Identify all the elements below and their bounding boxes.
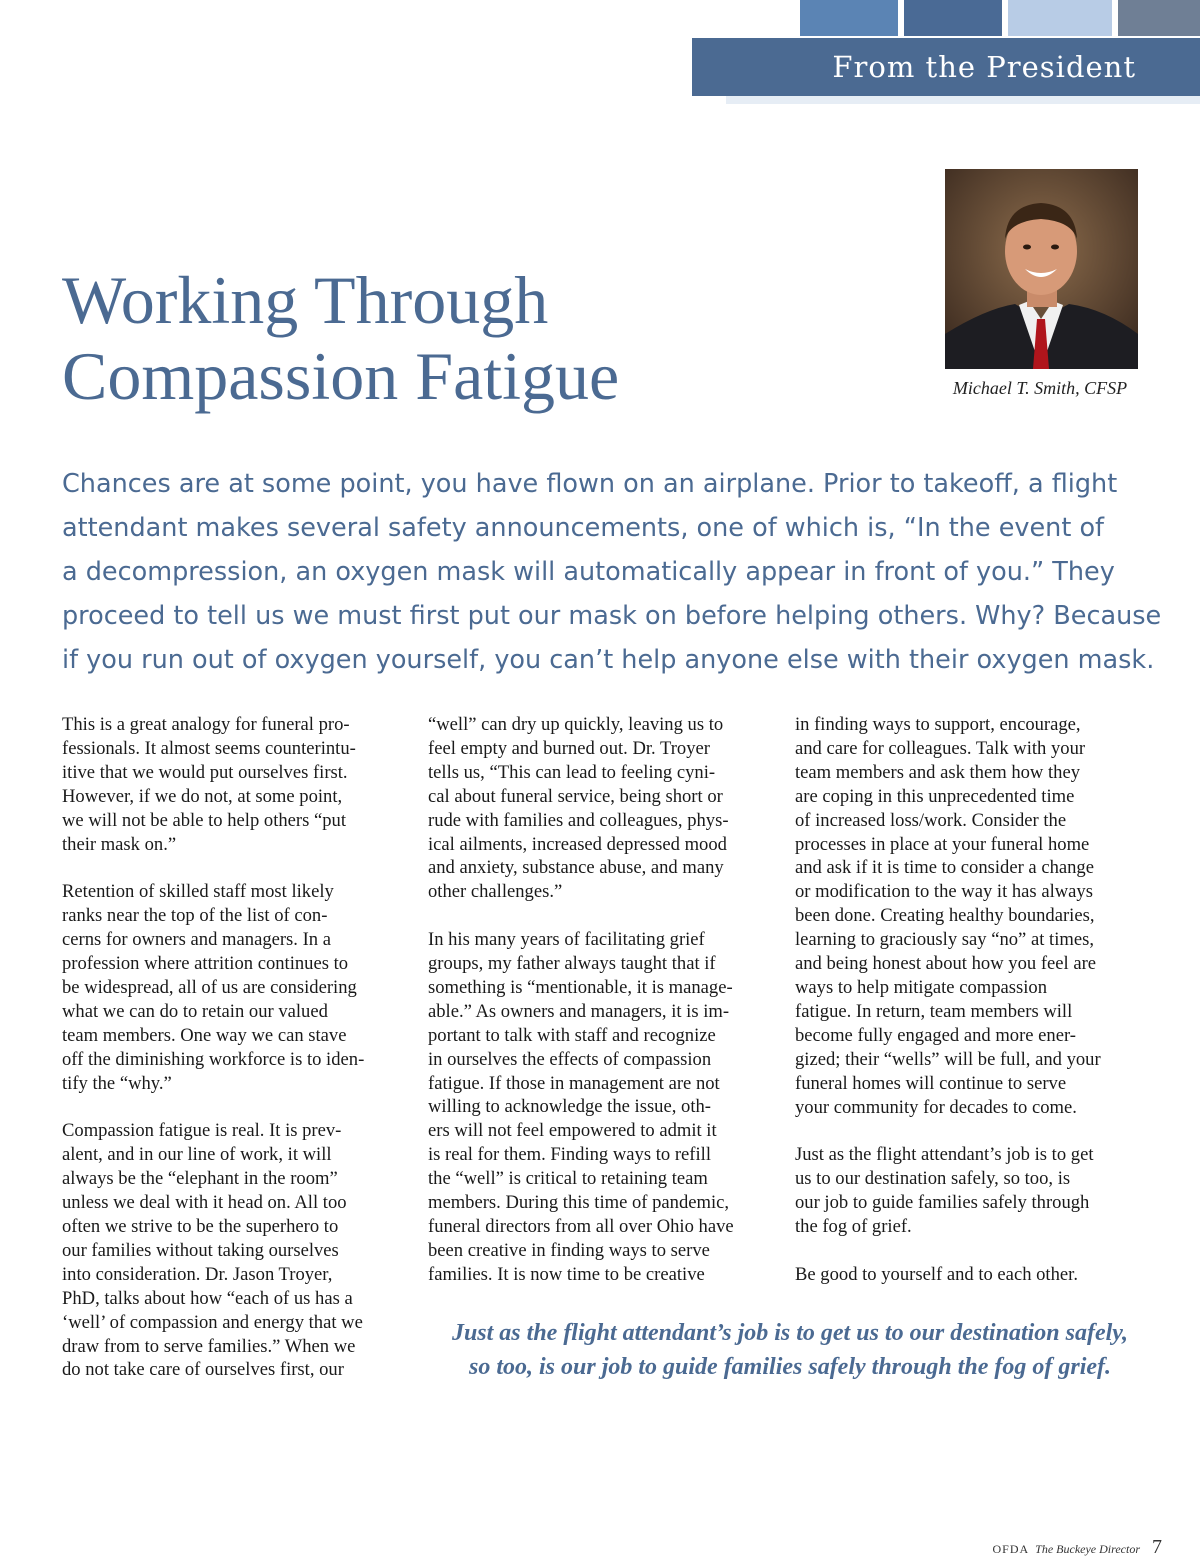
body-line: been done. Creating healthy boundaries, xyxy=(795,905,1095,927)
body-line: groups, my father always taught that if xyxy=(428,953,716,975)
header-tab-blue xyxy=(800,0,898,36)
body-line: rude with families and colleagues, phys- xyxy=(428,809,729,831)
lead-line: attendant makes several safety announcements, one of which is, “In the event of xyxy=(62,513,1105,543)
body-paragraph xyxy=(795,1263,1147,1287)
body-line: ways to help mitigate compassion xyxy=(795,976,1048,998)
author-caption: Michael T. Smith, CFSP xyxy=(952,378,1128,398)
body-line: team members. One way we can stave xyxy=(62,1024,347,1046)
body-line: and ask if it is time to consider a change xyxy=(795,857,1094,879)
body-line: or modification to the way it has always xyxy=(795,881,1093,903)
article-title xyxy=(62,262,882,414)
body-line: of increased loss/work. Consider the xyxy=(795,809,1067,831)
body-line: often we strive to be the superhero to xyxy=(62,1216,339,1237)
body-line: tells us, “This can lead to feeling cyni- xyxy=(428,761,716,783)
body-line: fessionals. It almost seems counterintu- xyxy=(62,737,356,759)
body-line: fatigue. If those in management are not xyxy=(428,1072,720,1094)
lead-line: if you run out of oxygen yourself, you can’t help anyone else with their oxygen mask. xyxy=(62,645,1155,675)
body-line: members. During this time of pandemic, xyxy=(428,1192,730,1214)
body-column-3 xyxy=(795,713,1147,1311)
lead-paragraph xyxy=(62,462,1162,682)
body-line: families. It is now time to be creative xyxy=(428,1263,705,1285)
body-line: alent, and in our line of work, it will xyxy=(62,1144,332,1166)
body-paragraph xyxy=(62,713,414,856)
body-line: able.” As owners and managers, it is im- xyxy=(428,1000,730,1022)
pull-quote-line-1: Just as the flight attendant’s job is to get us to our destination safely, xyxy=(451,1320,1129,1346)
body-paragraph xyxy=(428,928,780,1287)
title-line-1: Working Through xyxy=(62,262,549,338)
body-line: and being honest about how you feel are xyxy=(795,953,1097,975)
footer-publication: The Buckeye Director xyxy=(1035,1542,1140,1556)
body-line: become fully engaged and more ener- xyxy=(795,1024,1076,1046)
pull-quote-line-2: so too, is our job to guide families safely through the fog of grief. xyxy=(468,1354,1112,1380)
body-line: PhD, talks about how “each of us has a xyxy=(62,1287,353,1309)
body-line: profession where attrition continues to xyxy=(62,953,349,975)
body-line: fatigue. In return, team members will xyxy=(795,1000,1073,1022)
section-header xyxy=(692,38,1200,96)
body-line: our families without taking ourselves xyxy=(62,1239,339,1261)
body-line: been creative in finding ways to serve xyxy=(428,1239,710,1261)
body-line: other challenges.” xyxy=(428,881,563,903)
body-line: However, if we do not, at some point, xyxy=(62,785,343,807)
lead-line: Chances are at some point, you have flown on an airplane. Prior to takeoff, a flight xyxy=(62,469,1118,499)
body-line: something is “mentionable, it is manage- xyxy=(428,976,733,998)
body-line: unless we deal with it head on. All too xyxy=(62,1192,347,1214)
body-line: itive that we would put ourselves first. xyxy=(62,761,348,783)
body-line: the fog of grief. xyxy=(795,1216,912,1238)
body-line: the “well” is critical to retaining team xyxy=(428,1168,708,1190)
body-column-2 xyxy=(428,713,780,1311)
body-line: ranks near the top of the list of con- xyxy=(62,905,328,927)
body-line: This is a great analogy for funeral pro- xyxy=(62,714,350,735)
body-line: ical ailments, increased depressed mood xyxy=(428,833,727,855)
body-line: and anxiety, substance abuse, and many xyxy=(428,857,724,879)
body-line: draw from to serve families.” When we xyxy=(62,1335,356,1357)
lead-line: a decompression, an oxygen mask will automatically appear in front of you.” They xyxy=(62,557,1115,587)
body-line: Be good to yourself and to each other. xyxy=(795,1263,1078,1285)
body-line: your community for decades to come. xyxy=(795,1096,1077,1118)
body-line: tify the “why.” xyxy=(62,1072,172,1094)
body-line: Just as the flight attendant’s job is to get xyxy=(795,1144,1094,1166)
body-paragraph xyxy=(62,1119,414,1382)
page-number: 7 xyxy=(1152,1536,1162,1558)
body-line: be widespread, all of us are considering xyxy=(62,976,357,998)
footer-org: OFDA xyxy=(992,1542,1030,1556)
header-tab-gray xyxy=(1118,0,1200,36)
body-line: us to our destination safely, so too, is xyxy=(795,1168,1071,1190)
pull-quote xyxy=(420,1316,1160,1384)
author-portrait-icon xyxy=(945,169,1138,369)
body-line: feel empty and burned out. Dr. Troyer xyxy=(428,737,710,759)
body-line: is real for them. Finding ways to refill xyxy=(428,1144,711,1166)
body-line: ers will not feel empowered to admit it xyxy=(428,1120,717,1142)
section-label: From the President xyxy=(832,50,1136,84)
title-line-2: Compassion Fatigue xyxy=(62,338,620,414)
body-line: cerns for owners and managers. In a xyxy=(62,929,331,951)
body-line: “well” can dry up quickly, leaving us to xyxy=(428,714,724,735)
body-line: cal about funeral service, being short or xyxy=(428,785,723,807)
body-line: team members and ask them how they xyxy=(795,761,1081,783)
body-line: processes in place at your funeral home xyxy=(795,833,1090,855)
body-line: in ourselves the effects of compassion xyxy=(428,1048,712,1070)
body-line: are coping in this unprecedented time xyxy=(795,785,1075,807)
body-paragraph xyxy=(62,880,414,1095)
body-line: Compassion fatigue is real. It is prev- xyxy=(62,1120,342,1142)
header-shadow xyxy=(726,96,1200,104)
header-tab-light xyxy=(1008,0,1112,36)
body-line: do not take care of ourselves first, our xyxy=(62,1359,344,1381)
body-line: into consideration. Dr. Jason Troyer, xyxy=(62,1263,333,1285)
body-line: always be the “elephant in the room” xyxy=(62,1168,338,1190)
body-line: off the diminishing workforce is to iden- xyxy=(62,1048,365,1070)
lead-line: proceed to tell us we must first put our mask on before helping others. Why? Because xyxy=(62,601,1162,631)
body-line: gized; their “wells” will be full, and your xyxy=(795,1048,1101,1070)
body-column-1 xyxy=(62,713,414,1406)
page-footer xyxy=(992,1536,1162,1559)
body-line: what we can do to retain our valued xyxy=(62,1000,328,1022)
body-line: ‘well’ of compassion and energy that we xyxy=(62,1311,363,1333)
body-paragraph xyxy=(795,713,1147,1119)
body-paragraph xyxy=(428,713,780,904)
body-line: willing to acknowledge the issue, oth- xyxy=(428,1096,711,1118)
body-line: funeral directors from all over Ohio have xyxy=(428,1216,734,1238)
body-line: portant to talk with staff and recognize xyxy=(428,1024,716,1046)
body-line: our job to guide families safely through xyxy=(795,1192,1090,1214)
body-line: Retention of skilled staff most likely xyxy=(62,881,334,903)
body-line: in finding ways to support, encourage, xyxy=(795,714,1081,735)
body-line: learning to graciously say “no” at times, xyxy=(795,929,1094,951)
author-photo xyxy=(945,169,1138,369)
body-line: and care for colleagues. Talk with your xyxy=(795,737,1086,759)
header-tab-navy xyxy=(904,0,1002,36)
body-line: their mask on.” xyxy=(62,833,177,855)
body-line: In his many years of facilitating grief xyxy=(428,929,705,951)
body-paragraph xyxy=(795,1143,1147,1239)
body-line: funeral homes will continue to serve xyxy=(795,1072,1067,1094)
body-line: we will not be able to help others “put xyxy=(62,809,346,831)
